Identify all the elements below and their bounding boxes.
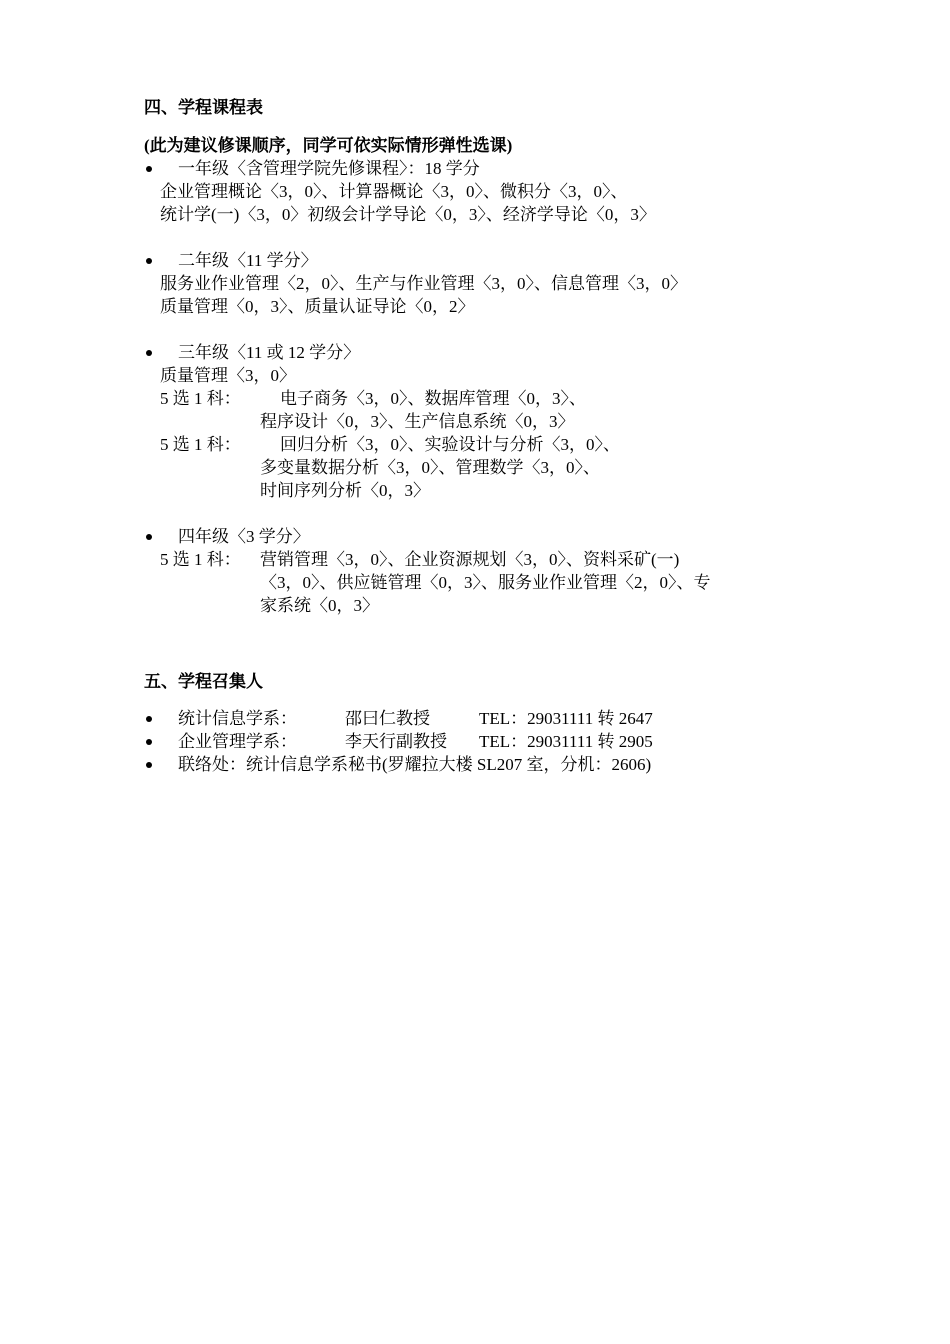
year1-heading: 一年级〈含管理学院先修课程〉：18 学分 — [178, 159, 480, 178]
bullet-icon — [146, 350, 152, 356]
year2-courses-line1: 服务业作业管理〈2，0〉、生产与作业管理〈3，0〉、信息管理〈3，0〉 — [160, 274, 687, 293]
year3-heading: 三年级〈11 或 12 学分〉 — [178, 343, 361, 362]
bullet-icon — [146, 258, 152, 264]
year4-group-label: 5 选 1 科： — [160, 550, 241, 569]
year3-required-course: 质量管理〈3，0〉 — [160, 366, 296, 385]
section4-note: (此为建议修课顺序，同学可依实际情形弹性选课) — [144, 136, 513, 155]
bullet-icon — [146, 739, 152, 745]
year3-group1-label: 5 选 1 科： — [160, 389, 241, 408]
contact-dept: 统计信息学系： — [178, 709, 297, 728]
year4-line1: 营销管理〈3，0〉、企业资源规划〈3，0〉、资料采矿(一) — [260, 550, 680, 569]
contact-person: 邵曰仁教授 — [345, 709, 430, 728]
contact-office: 联络处：统计信息学系秘书(罗耀拉大楼 SL207 室，分机：2606) — [178, 755, 652, 774]
year3-group1-line2: 程序设计〈0，3〉、生产信息系统〈0，3〉 — [260, 412, 575, 431]
year3-group2-line2: 多变量数据分析〈3，0〉、管理数学〈3，0〉、 — [260, 458, 600, 477]
bullet-icon — [146, 716, 152, 722]
contact-tel: TEL：29031111 转 2905 — [479, 732, 653, 751]
contact-tel: TEL：29031111 转 2647 — [479, 709, 653, 728]
year3-group2-label: 5 选 1 科： — [160, 435, 241, 454]
section5-title: 五、学程召集人 — [144, 672, 263, 691]
contact-dept: 企业管理学系： — [178, 732, 297, 751]
year3-group2-line3: 时间序列分析〈0，3〉 — [260, 481, 430, 500]
bullet-icon — [146, 166, 152, 172]
year1-courses-line2: 统计学(一)〈3，0〉初级会计学导论〈0，3〉、经济学导论〈0，3〉 — [160, 205, 656, 224]
bullet-icon — [146, 534, 152, 540]
bullet-icon — [146, 762, 152, 768]
year1-courses-line1: 企业管理概论〈3，0〉、计算器概论〈3，0〉、微积分〈3，0〉、 — [160, 182, 628, 201]
year2-heading: 二年级〈11 学分〉 — [178, 251, 318, 270]
year4-line2: 〈3，0〉、供应链管理〈0，3〉、服务业作业管理〈2，0〉、专 — [260, 573, 711, 592]
year4-heading: 四年级〈3 学分〉 — [178, 527, 310, 546]
year2-courses-line2: 质量管理〈0，3〉、质量认证导论〈0，2〉 — [160, 297, 475, 316]
year3-group2-line1: 回归分析〈3，0〉、实验设计与分析〈3，0〉、 — [280, 435, 620, 454]
year4-line3: 家系统〈0，3〉 — [260, 596, 379, 615]
year3-group1-line1: 电子商务〈3，0〉、数据库管理〈0，3〉、 — [280, 389, 586, 408]
section4-title: 四、学程课程表 — [144, 98, 263, 117]
contact-person: 李天行副教授 — [345, 732, 447, 751]
